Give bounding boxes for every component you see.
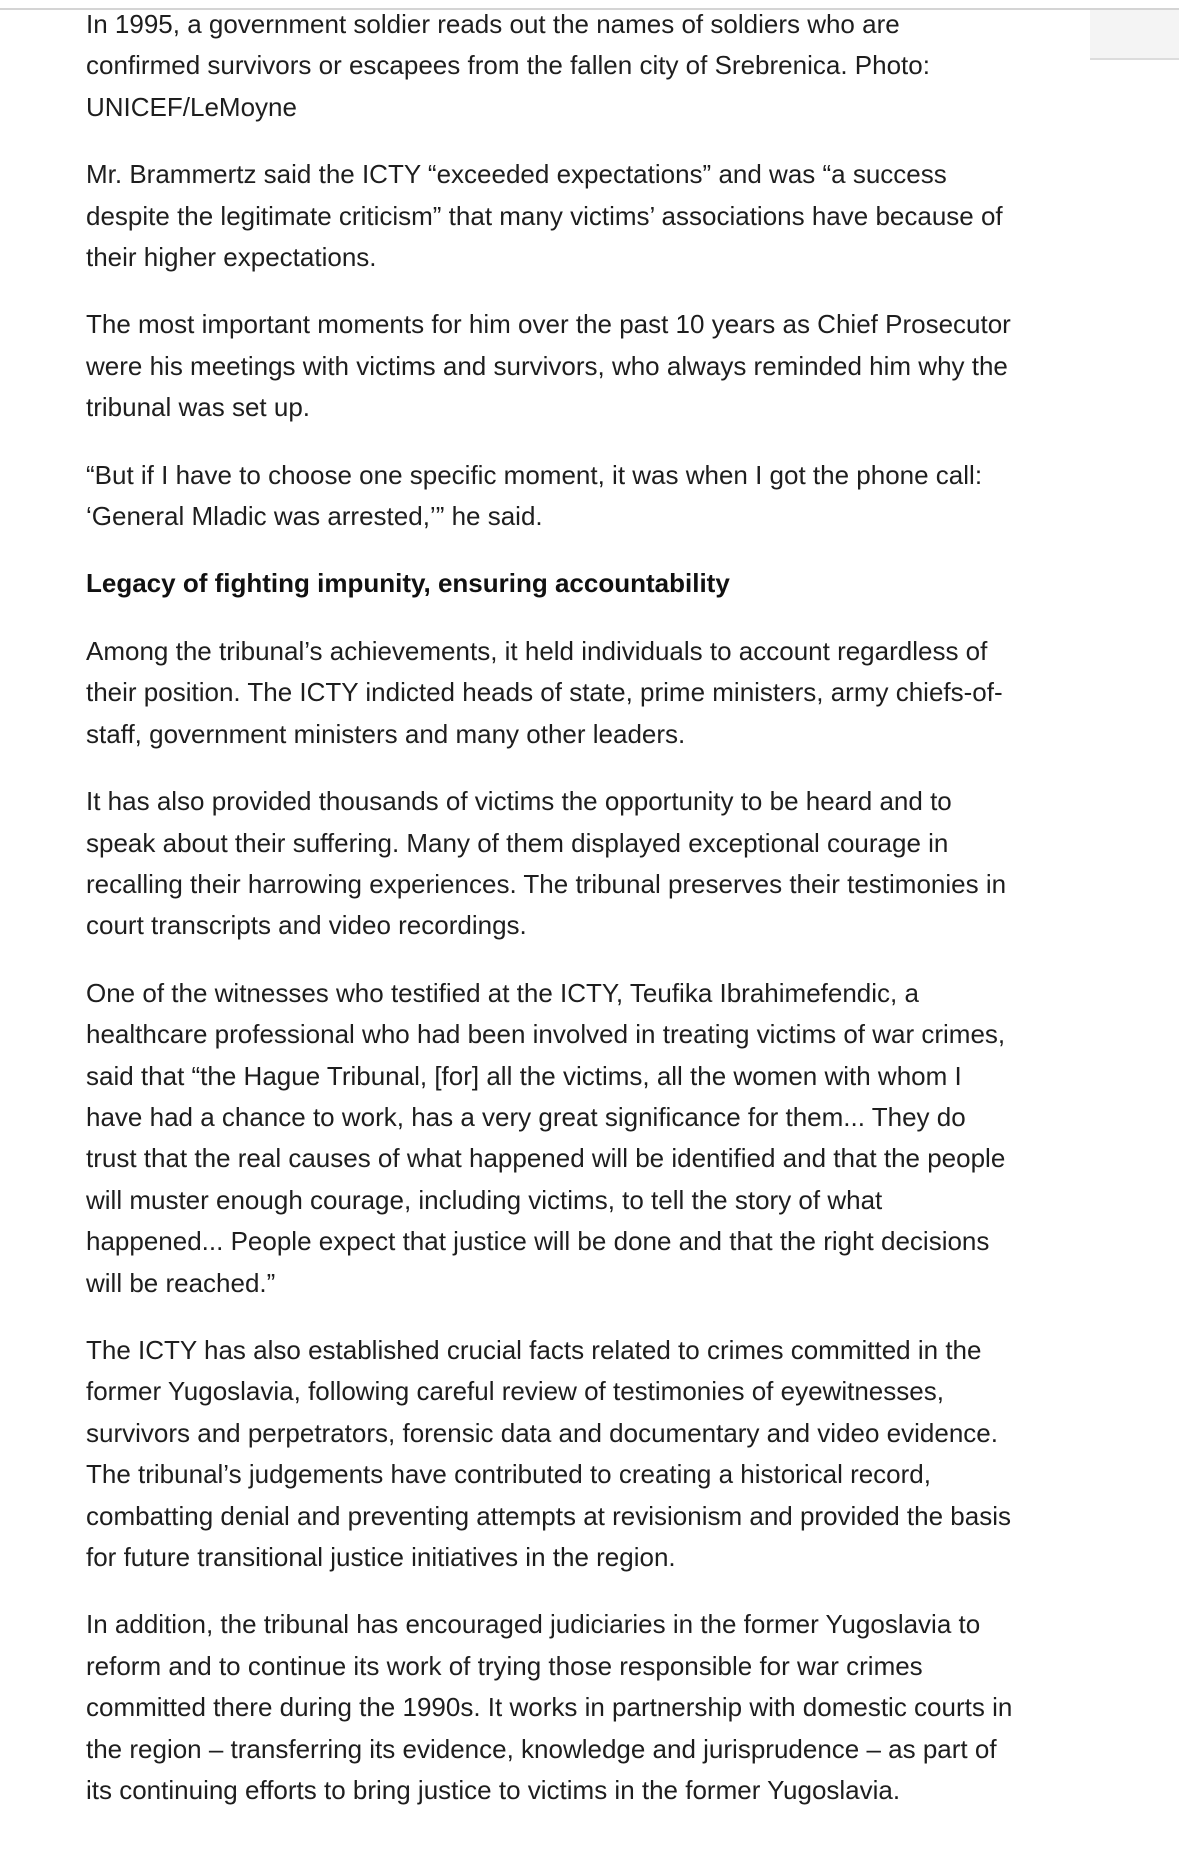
paragraph: The ICTY has also established crucial facts related to crimes committed in the former Yugoslavia, following careful review of testimonies of eyewitnesses, survivors and perpetrators, forensic data and documentary and video evidence. The tribunal’s judgements have contributed to creating a historical record, combatting denial and preventing attempts at revisionism and provided the basis for future transitional justice initiatives in the region. <box>86 1334 1011 1572</box>
paragraph: The most important moments for him over the past 10 years as Chief Prosecutor were his meetings with victims and survivors, who always reminded him why the tribunal was set up. <box>86 309 1011 423</box>
paragraph: Among the tribunal’s achievements, it held individuals to account regardless of their position. The ICTY indicted heads of state, prime ministers, army chiefs-of-staff, government ministers and many other leaders. <box>86 635 1003 749</box>
article-body <box>86 4 1016 1837</box>
paragraph: “But if I have to choose one specific moment, it was when I got the phone call: ‘General Mladic was arrested,’” he said. <box>86 459 983 532</box>
paragraph: It has also provided thousands of victims the opportunity to be heard and to speak about their suffering. Many of them displayed exceptional courage in recalling their harrowing experiences. The tribunal preserves their testimonies in court transcripts and video recordings. <box>86 786 1007 941</box>
section-heading: Legacy of fighting impunity, ensuring accountability <box>86 568 730 599</box>
paragraph: One of the witnesses who testified at the ICTY, Teufika Ibrahimefendic, a healthcare professional who had been involved in treating victims of war crimes, said that “the Hague Tribunal, [for] all the victims, all the women with whom I have had a chance to work, has a very great significance for them... They do trust that the real causes of what happened will be identified and that the people will muster enough courage, including victims, to tell the story of what happened... People expect that justice will be done and that the right decisions will be reached.” <box>86 977 1006 1298</box>
side-panel <box>1090 10 1179 60</box>
paragraph: Mr. Brammertz said the ICTY “exceeded expectations” and was “a success despite the legitimate criticism” that many victims’ associations have because of their higher expectations. <box>86 159 1003 273</box>
paragraph: In addition, the tribunal has encouraged judiciaries in the former Yugoslavia to reform and to continue its work of trying those responsible for war crimes committed there during the 1990s. It works in partnership with domestic courts in the region – transferring its evidence, knowledge and jurisprudence – as part of its continuing efforts to bring justice to victims in the former Yugoslavia. <box>86 1609 1013 1806</box>
photo-caption: In 1995, a government soldier reads out the names of soldiers who are confirmed survivors or escapees from the fallen city of Srebrenica. Photo: UNICEF/LeMoyne <box>86 9 930 122</box>
